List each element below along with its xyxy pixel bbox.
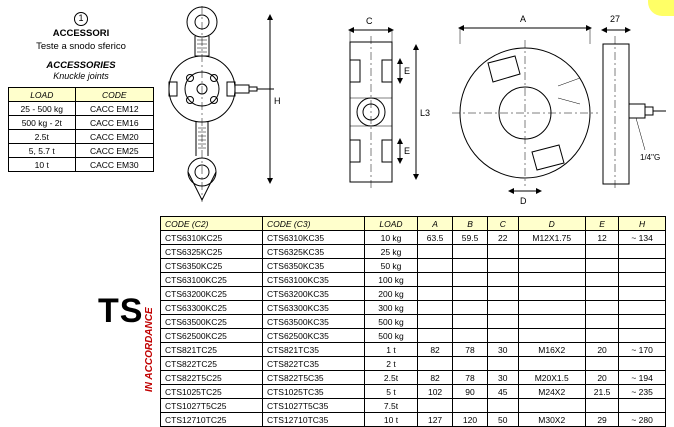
ts-cell-c3: CTS6310KC35 [262,231,364,245]
ts-cell-h [619,287,666,301]
ts-table-row [161,385,666,399]
ts-cell-e [585,357,618,371]
ts-cell-c [488,399,519,413]
ts-cell-e [585,329,618,343]
ts-cell-e: 29 [585,413,618,427]
ts-cell-c2: CTS63200KC25 [161,287,263,301]
ts-cell-h: ~ 170 [619,343,666,357]
ts-cell-c3: CTS821TC35 [262,343,364,357]
ts-cell-load: 50 kg [364,259,417,273]
ts-cell-c: 50 [488,413,519,427]
accessories-load-cell: 10 t [9,158,76,172]
ts-cell-c2: CTS6310KC25 [161,231,263,245]
ts-col-header: CODE (C3) [262,217,364,231]
ts-cell-h [619,399,666,413]
accessories-title-it: ACCESSORI [52,28,110,39]
ts-col-header: D [518,217,585,231]
ts-cell-b [453,259,488,273]
ts-cell-d [518,245,585,259]
ts-col-header: LOAD [364,217,417,231]
ts-cell-c [488,259,519,273]
ts-cell-b: 120 [453,413,488,427]
ts-cell-a: 82 [418,343,453,357]
ts-cell-c3: CTS1027T5C35 [262,399,364,413]
ts-cell-e [585,245,618,259]
ts-cell-e [585,315,618,329]
ts-cell-h [619,273,666,287]
ts-cell-e [585,301,618,315]
accessories-code-cell: CACC EM16 [75,116,153,130]
ts-cell-a [418,287,453,301]
ts-table-row [161,273,666,287]
dimension-label-c: C [366,16,373,26]
ts-cell-c [488,245,519,259]
ts-col-header: H [619,217,666,231]
ts-cell-c2: CTS63100KC25 [161,273,263,287]
ts-cell-c2: CTS63300KC25 [161,301,263,315]
ts-cell-c [488,315,519,329]
ts-cell-d: M12X1.75 [518,231,585,245]
accessories-col-header: LOAD [9,88,76,102]
accessories-panel [8,8,154,193]
ts-cell-a [418,399,453,413]
ts-cell-d [518,273,585,287]
accessories-row [9,130,154,144]
ts-cell-h [619,357,666,371]
ts-cell-load: 10 kg [364,231,417,245]
ts-cell-d [518,329,585,343]
ts-cell-b: 78 [453,371,488,385]
dimension-label-e-top: E [404,66,411,76]
accessories-load-cell: 2.5t [9,130,76,144]
ts-cell-c: 30 [488,371,519,385]
ts-table-row [161,371,666,385]
ts-cell-d [518,301,585,315]
ts-cell-c [488,301,519,315]
ts-cell-c3: CTS822TC35 [262,357,364,371]
ts-cell-c3: CTS62500KC35 [262,329,364,343]
ts-cell-h: ~ 235 [619,385,666,399]
accessories-row [9,158,154,172]
dimension-label-h1: H [274,96,281,106]
ts-cell-e [585,287,618,301]
ts-cell-c3: CTS63200KC35 [262,287,364,301]
ts-cell-load: 500 kg [364,315,417,329]
ts-cell-c2: CTS6325KC25 [161,245,263,259]
ts-cell-e: 12 [585,231,618,245]
accessories-load-cell: 25 - 500 kg [9,102,76,116]
ts-cell-a [418,329,453,343]
ts-table-row [161,315,666,329]
ts-cell-load: 5 t [364,385,417,399]
dimension-label-e-bottom: E [404,146,411,156]
ts-cell-a [418,357,453,371]
ts-table-row [161,245,666,259]
ts-cell-d: M20X1.5 [518,371,585,385]
ts-cell-c [488,329,519,343]
ts-table-row [161,231,666,245]
ts-cell-load: 500 kg [364,329,417,343]
ts-cell-a: 63.5 [418,231,453,245]
ts-cell-load: 2.5t [364,371,417,385]
ts-cell-a [418,315,453,329]
ts-col-header: E [585,217,618,231]
ts-cell-a: 82 [418,371,453,385]
ts-cell-b [453,399,488,413]
ts-cell-load: 1 t [364,343,417,357]
accessories-header [8,8,154,81]
ts-cell-d [518,259,585,273]
ts-cell-c3: CTS6350KC35 [262,259,364,273]
ts-cell-c3: CTS1025TC35 [262,385,364,399]
dimension-label-a: A [520,14,527,24]
ts-cell-c: 22 [488,231,519,245]
ts-cell-c [488,273,519,287]
accessories-row [9,144,154,158]
ts-table-row [161,399,666,413]
ts-cell-c2: CTS1027T5C25 [161,399,263,413]
accessories-row [9,116,154,130]
ts-cell-c3: CTS63500KC35 [262,315,364,329]
ts-cell-a [418,273,453,287]
ts-cell-h: ~ 134 [619,231,666,245]
ts-cell-load: 7.5t [364,399,417,413]
ts-cell-a: 127 [418,413,453,427]
ts-cell-c2: CTS1025TC25 [161,385,263,399]
accessories-code-cell: CACC EM30 [75,158,153,172]
ts-table [160,216,666,427]
ts-cell-c3: CTS63300KC35 [262,301,364,315]
accessories-subtitle-it: Teste a snodo sferico [36,41,126,52]
accessories-code-cell: CACC EM12 [75,102,153,116]
ts-cell-e [585,259,618,273]
ts-cell-h [619,315,666,329]
ts-series-label: TS [98,292,144,330]
ts-cell-d: M16X2 [518,343,585,357]
ts-cell-a: 102 [418,385,453,399]
ts-cell-h: ~ 194 [619,371,666,385]
ts-cell-c2: CTS822TC25 [161,357,263,371]
ts-cell-c2: CTS12710TC25 [161,413,263,427]
ts-series-badge [92,216,160,396]
ts-col-header: C [488,217,519,231]
accessories-marker-icon: 1 [74,12,88,26]
ts-accordance-label: IN ACCORDANCE [144,307,155,392]
ts-cell-b: 59.5 [453,231,488,245]
ts-cell-c2: CTS62500KC25 [161,329,263,343]
dimension-label-d: D [520,196,527,204]
accessories-col-header: CODE [75,88,153,102]
accessories-title-en: ACCESSORIES [46,60,116,71]
ts-cell-b [453,273,488,287]
ts-cell-d [518,315,585,329]
dimension-label-27: 27 [610,14,621,24]
accessories-code-cell: CACC EM25 [75,144,153,158]
drawing-eyebolt-view [152,4,322,204]
ts-cell-c [488,287,519,301]
accessories-header-row [9,88,154,102]
ts-cell-d: M30X2 [518,413,585,427]
ts-table-row [161,357,666,371]
ts-table-row [161,287,666,301]
accessories-load-cell: 5, 5.7 t [9,144,76,158]
ts-cell-h [619,301,666,315]
ts-cell-b [453,357,488,371]
ts-cell-load: 200 kg [364,287,417,301]
ts-table-row [161,301,666,315]
ts-cell-load: 25 kg [364,245,417,259]
ts-cell-h: ~ 280 [619,413,666,427]
ts-cell-c3: CTS6325KC35 [262,245,364,259]
ts-table-row [161,329,666,343]
ts-cell-b: 78 [453,343,488,357]
ts-cell-c2: CTS63500KC25 [161,315,263,329]
ts-cell-d [518,399,585,413]
ts-cell-e: 20 [585,371,618,385]
ts-cell-c3: CTS822T5C35 [262,371,364,385]
ts-cell-e: 21.5 [585,385,618,399]
ts-cell-c2: CTS822T5C25 [161,371,263,385]
ts-accordance-label-wrap [142,254,156,394]
ts-cell-c2: CTS6350KC25 [161,259,263,273]
dimension-label-l3: L3 [420,108,431,118]
ts-cell-b [453,287,488,301]
ts-cell-d [518,357,585,371]
thread-callout-label: 1/4"G [640,153,661,162]
ts-cell-b: 90 [453,385,488,399]
ts-cell-c3: CTS63100KC35 [262,273,364,287]
ts-col-header: B [453,217,488,231]
ts-cell-c [488,357,519,371]
ts-cell-e: 20 [585,343,618,357]
accessories-row [9,102,154,116]
ts-cell-h [619,329,666,343]
ts-cell-d [518,287,585,301]
ts-cell-load: 300 kg [364,301,417,315]
ts-cell-a [418,245,453,259]
ts-col-header: A [418,217,453,231]
ts-cell-b [453,301,488,315]
ts-cell-d: M24X2 [518,385,585,399]
ts-table-row [161,413,666,427]
ts-table-row [161,259,666,273]
ts-col-header: CODE (C2) [161,217,263,231]
ts-cell-a [418,301,453,315]
ts-cell-e [585,399,618,413]
ts-cell-a [418,259,453,273]
accessories-load-cell: 500 kg - 2t [9,116,76,130]
ts-cell-h [619,259,666,273]
ts-cell-c: 45 [488,385,519,399]
ts-cell-c3: CTS12710TC35 [262,413,364,427]
drawing-front-side-view [440,8,670,204]
ts-cell-b [453,329,488,343]
drawing-section-view [320,12,440,202]
ts-cell-c: 30 [488,343,519,357]
ts-cell-b [453,315,488,329]
accessories-table [8,87,154,172]
ts-cell-b [453,245,488,259]
accessories-code-cell: CACC EM20 [75,130,153,144]
ts-cell-e [585,273,618,287]
ts-cell-load: 100 kg [364,273,417,287]
ts-table-header-row [161,217,666,231]
ts-table-row [161,343,666,357]
ts-cell-h [619,245,666,259]
ts-cell-c2: CTS821TC25 [161,343,263,357]
ts-cell-load: 10 t [364,413,417,427]
accessories-subtitle-en: Knuckle joints [53,71,109,81]
ts-cell-load: 2 t [364,357,417,371]
